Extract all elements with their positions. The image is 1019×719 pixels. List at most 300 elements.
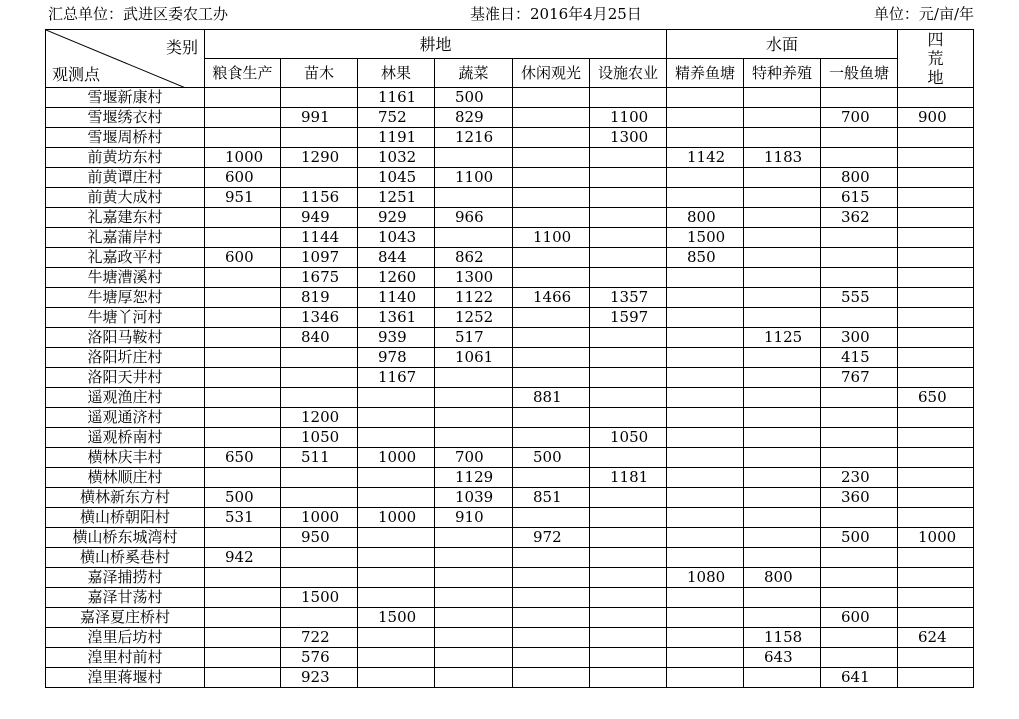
value-cell: 650 [898,388,974,408]
value-cell [744,448,821,468]
value-cell: 615 [821,188,898,208]
value-cell: 1500 [281,588,358,608]
value-cell [667,388,744,408]
value-cell [205,668,281,688]
column-header: 特种养殖 [744,59,821,88]
table-row [46,508,974,528]
value-cell: 1161 [358,88,435,108]
value-cell [667,188,744,208]
village-name: 雪堰新康村 [46,88,205,108]
value-cell [667,368,744,388]
value-cell: 1300 [435,268,513,288]
village-name: 牛塘漕溪村 [46,268,205,288]
value-cell [821,148,898,168]
value-cell [358,568,435,588]
value-cell [898,448,974,468]
value-cell [590,188,667,208]
value-cell: 1500 [667,228,744,248]
value-cell [667,308,744,328]
value-cell: 752 [358,108,435,128]
value-cell [667,468,744,488]
value-cell: 1100 [513,228,590,248]
value-cell [435,628,513,648]
value-cell [667,128,744,148]
village-name: 横山桥朝阳村 [46,508,205,528]
value-cell: 1183 [744,148,821,168]
value-cell [513,588,590,608]
value-cell [821,268,898,288]
value-cell [898,428,974,448]
value-cell: 1361 [358,308,435,328]
table-row [46,388,974,408]
value-cell [667,168,744,188]
value-cell [590,388,667,408]
value-cell [590,568,667,588]
value-cell [667,288,744,308]
value-cell [590,248,667,268]
value-cell: 500 [821,528,898,548]
table-row [46,268,974,288]
value-cell [898,268,974,288]
value-cell [435,588,513,608]
value-cell [513,108,590,128]
value-cell [898,88,974,108]
value-cell [435,368,513,388]
value-cell: 1181 [590,468,667,488]
value-cell [358,468,435,488]
value-cell [513,608,590,628]
value-cell: 950 [281,528,358,548]
value-cell [513,368,590,388]
value-cell [821,308,898,328]
unit-label: 单位：元/亩/年 [873,5,974,23]
value-cell [590,548,667,568]
value-cell: 300 [821,328,898,348]
value-cell [590,628,667,648]
value-cell [590,408,667,428]
value-cell [590,588,667,608]
value-cell: 1216 [435,128,513,148]
value-cell [821,568,898,588]
value-cell [821,628,898,648]
table-row [46,608,974,628]
value-cell [435,408,513,428]
value-cell: 862 [435,248,513,268]
table-row [46,668,974,688]
value-cell [358,668,435,688]
table-row [46,108,974,128]
value-cell [513,648,590,668]
table-row [46,248,974,268]
corner-category-label: 类别 [165,38,198,57]
table-row [46,448,974,468]
value-cell [435,148,513,168]
value-cell [513,348,590,368]
value-cell [744,528,821,548]
value-cell: 829 [435,108,513,128]
value-cell [898,248,974,268]
value-cell [667,408,744,428]
value-cell: 1191 [358,128,435,148]
value-cell: 600 [821,608,898,628]
value-cell: 1357 [590,288,667,308]
value-cell: 800 [667,208,744,228]
value-cell [667,588,744,608]
group-wasteland [898,30,974,88]
village-name: 前黄坊东村 [46,148,205,168]
value-cell: 939 [358,328,435,348]
value-cell [821,648,898,668]
table-row [46,468,974,488]
value-cell: 576 [281,648,358,668]
village-name: 洛阳圻庄村 [46,348,205,368]
value-cell: 1000 [898,528,974,548]
value-cell [590,508,667,528]
value-cell: 1129 [435,468,513,488]
value-cell [513,468,590,488]
column-header: 林果 [358,59,435,88]
value-cell: 1252 [435,308,513,328]
value-cell [821,388,898,408]
value-cell [205,128,281,148]
value-cell: 1290 [281,148,358,168]
value-cell [435,388,513,408]
value-cell [744,368,821,388]
table-row [46,428,974,448]
value-cell [744,388,821,408]
value-cell: 942 [205,548,281,568]
value-cell [358,628,435,648]
value-cell [435,528,513,548]
value-cell [435,548,513,568]
table-row [46,348,974,368]
value-cell [513,508,590,528]
value-cell [667,648,744,668]
value-cell [205,88,281,108]
value-cell [205,528,281,548]
village-name: 嘉泽甘荡村 [46,588,205,608]
value-cell [435,668,513,688]
value-cell [205,288,281,308]
value-cell [744,208,821,228]
value-cell [744,348,821,368]
village-name: 嘉泽捕捞村 [46,568,205,588]
value-cell [898,548,974,568]
value-cell [205,308,281,328]
table-row [46,628,974,648]
value-cell [358,428,435,448]
value-cell [205,568,281,588]
value-cell: 500 [205,488,281,508]
column-header: 苗木 [281,59,358,88]
village-name: 横山桥东城湾村 [46,528,205,548]
value-cell [590,488,667,508]
value-cell [898,188,974,208]
value-cell [513,208,590,228]
value-cell: 511 [281,448,358,468]
value-cell [281,568,358,588]
value-cell: 978 [358,348,435,368]
village-name: 湟里村前村 [46,648,205,668]
value-cell: 991 [281,108,358,128]
value-cell: 1000 [358,508,435,528]
value-cell: 1039 [435,488,513,508]
value-cell [898,348,974,368]
village-name: 礼嘉政平村 [46,248,205,268]
table-row [46,368,974,388]
village-name: 横林新东方村 [46,488,205,508]
value-cell [590,528,667,548]
table-row [46,408,974,428]
value-cell [590,448,667,468]
value-cell [744,88,821,108]
value-cell [667,448,744,468]
value-cell [590,88,667,108]
value-cell: 900 [898,108,974,128]
value-cell [205,208,281,228]
value-cell [898,608,974,628]
value-cell: 555 [821,288,898,308]
value-cell [205,628,281,648]
value-cell [435,228,513,248]
village-name: 湟里蒋堰村 [46,668,205,688]
value-cell: 1142 [667,148,744,168]
value-cell: 1097 [281,248,358,268]
value-cell [281,388,358,408]
value-cell [898,508,974,528]
value-cell [205,608,281,628]
value-cell [744,408,821,428]
value-cell [898,208,974,228]
table-row [46,88,974,108]
value-cell [898,668,974,688]
value-cell [590,328,667,348]
value-cell [281,168,358,188]
value-cell [281,548,358,568]
value-cell: 1300 [590,128,667,148]
value-cell: 600 [205,168,281,188]
value-cell: 1500 [358,608,435,628]
value-cell: 531 [205,508,281,528]
village-name: 遥观渔庄村 [46,388,205,408]
value-cell: 1466 [513,288,590,308]
value-cell [821,548,898,568]
value-cell [590,608,667,628]
value-cell [667,488,744,508]
value-cell [898,168,974,188]
value-cell: 360 [821,488,898,508]
value-cell [744,548,821,568]
rent-table [45,29,974,688]
value-cell [667,628,744,648]
value-cell [667,528,744,548]
value-cell [821,508,898,528]
village-name: 湟里后坊村 [46,628,205,648]
village-name: 牛塘厚恕村 [46,288,205,308]
value-cell: 641 [821,668,898,688]
summary-unit-label: 汇总单位：武进区委农工办 [48,5,229,23]
table-row [46,648,974,668]
village-name: 雪堰绣衣村 [46,108,205,128]
value-cell: 700 [821,108,898,128]
value-cell [744,188,821,208]
group-water: 水面 [667,30,898,59]
village-name: 洛阳天井村 [46,368,205,388]
value-cell [744,168,821,188]
value-cell [898,148,974,168]
value-cell: 1050 [590,428,667,448]
value-cell [513,128,590,148]
value-cell: 1675 [281,268,358,288]
table-row [46,488,974,508]
value-cell [667,108,744,128]
village-name: 嘉泽夏庄桥村 [46,608,205,628]
value-cell [358,388,435,408]
value-cell: 1061 [435,348,513,368]
value-cell [821,448,898,468]
village-name: 前黄谭庄村 [46,168,205,188]
value-cell [744,248,821,268]
value-cell [898,288,974,308]
table-row [46,208,974,228]
value-cell [590,348,667,368]
value-cell: 1000 [281,508,358,528]
value-cell [513,248,590,268]
value-cell [513,568,590,588]
column-header: 休闲观光 [513,59,590,88]
table-row [46,548,974,568]
value-cell [358,408,435,428]
value-cell [667,428,744,448]
value-cell: 1144 [281,228,358,248]
value-cell: 966 [435,208,513,228]
value-cell [667,668,744,688]
value-cell [821,128,898,148]
value-cell [821,408,898,428]
value-cell [205,588,281,608]
value-cell [205,328,281,348]
corner-header [46,30,205,88]
value-cell [513,668,590,688]
village-name: 前黄大成村 [46,188,205,208]
column-header: 一般鱼塘 [821,59,898,88]
value-cell [744,268,821,288]
value-cell: 624 [898,628,974,648]
value-cell [667,268,744,288]
value-cell: 819 [281,288,358,308]
value-cell: 850 [667,248,744,268]
value-cell: 700 [435,448,513,468]
value-cell [281,488,358,508]
value-cell: 1045 [358,168,435,188]
value-cell [744,468,821,488]
village-name: 横林庆丰村 [46,448,205,468]
value-cell: 1000 [205,148,281,168]
value-cell: 972 [513,528,590,548]
village-name: 礼嘉建东村 [46,208,205,228]
value-cell [590,368,667,388]
table-row [46,328,974,348]
group-farmland: 耕地 [205,30,667,59]
value-cell [898,648,974,668]
value-cell [513,308,590,328]
value-cell [898,468,974,488]
value-cell: 800 [744,568,821,588]
value-cell [435,188,513,208]
value-cell [358,488,435,508]
column-header: 精养鱼塘 [667,59,744,88]
column-header: 设施农业 [590,59,667,88]
value-cell: 910 [435,508,513,528]
value-cell: 415 [821,348,898,368]
value-cell [513,548,590,568]
value-cell [667,508,744,528]
value-cell [898,588,974,608]
value-cell [898,488,974,508]
value-cell [898,328,974,348]
value-cell [513,408,590,428]
value-cell [435,608,513,628]
village-name: 牛塘丫河村 [46,308,205,328]
wasteland-label: 四 荒 地 [927,30,944,87]
value-cell [205,468,281,488]
value-cell [513,428,590,448]
table-row [46,148,974,168]
value-cell [513,168,590,188]
table-body [46,88,974,688]
value-cell [744,668,821,688]
value-cell: 1080 [667,568,744,588]
value-cell: 500 [513,448,590,468]
value-cell [590,168,667,188]
value-cell: 1251 [358,188,435,208]
value-cell [513,268,590,288]
value-cell [205,228,281,248]
value-cell: 1000 [358,448,435,468]
value-cell [513,88,590,108]
value-cell [744,428,821,448]
value-cell [821,588,898,608]
value-cell [513,328,590,348]
value-cell: 1043 [358,228,435,248]
value-cell: 881 [513,388,590,408]
value-cell: 840 [281,328,358,348]
value-cell [590,268,667,288]
value-cell [281,368,358,388]
value-cell: 1100 [435,168,513,188]
value-cell [744,488,821,508]
table-row [46,588,974,608]
table-row [46,168,974,188]
value-cell [205,648,281,668]
value-cell [205,428,281,448]
value-cell: 1158 [744,628,821,648]
village-name: 礼嘉蒲岸村 [46,228,205,248]
value-cell: 1346 [281,308,358,328]
value-cell: 800 [821,168,898,188]
value-cell [590,148,667,168]
value-cell [898,308,974,328]
report-header [0,2,1019,26]
value-cell [513,148,590,168]
value-cell: 1032 [358,148,435,168]
value-cell: 1122 [435,288,513,308]
value-cell [744,288,821,308]
value-cell: 951 [205,188,281,208]
table-row [46,128,974,148]
value-cell: 1140 [358,288,435,308]
value-cell [358,548,435,568]
